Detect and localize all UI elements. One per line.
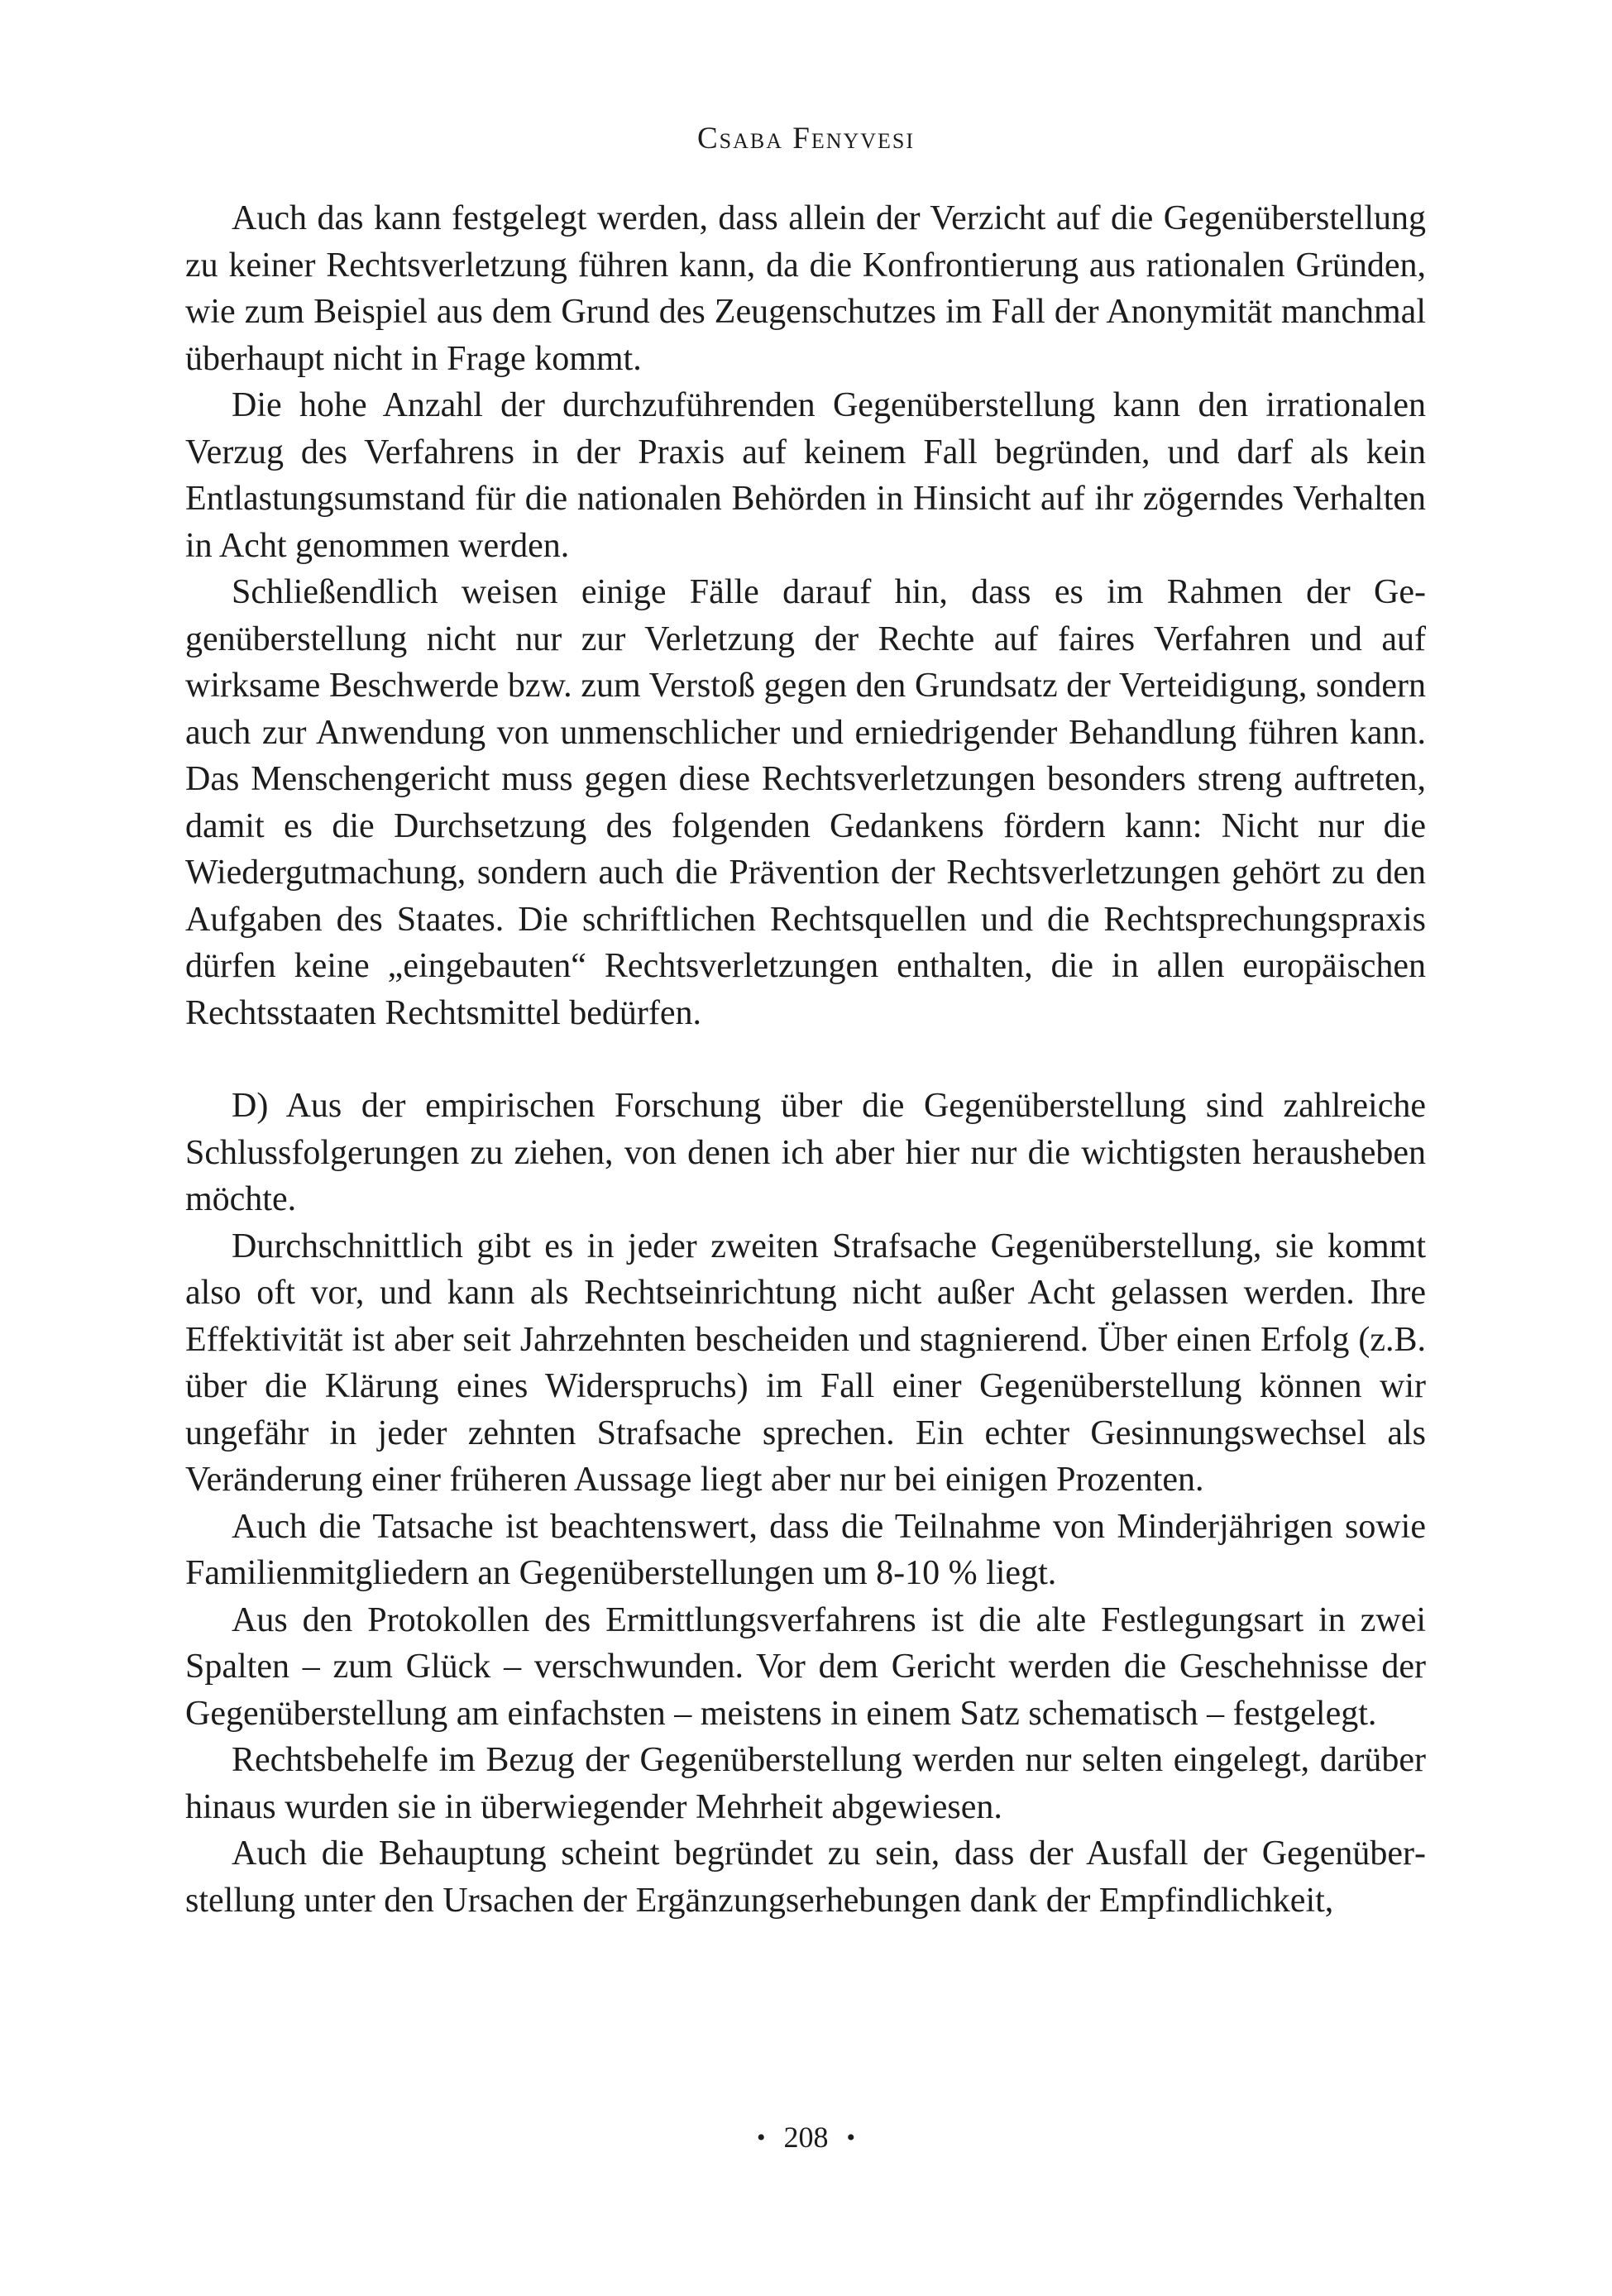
bullet-right: • xyxy=(846,2124,856,2151)
page-number-footer xyxy=(0,2119,1612,2156)
paragraph: Die hohe Anzahl der durchzuführenden Gegenüberstellung kann den irrationalen Verzug des Verfahrens in der Praxis auf keinem Fall begründen, und darf als kein Entlastungsumstand für die nationalen Behörden in Hinsicht auf ihr zögerndes Verhalten in Acht genommen werden. xyxy=(185,386,1426,565)
paragraph: Schließendlich weisen einige Fälle darauf hin, dass es im Rahmen der Gegenüberstellung nicht nur zur Verletzung der Rechte auf faires Verfahren und auf wirksame Beschwerde bzw. zum Verstoß gegen den Grundsatz der Verteidigung, sondern auch zur Anwendung von unmenschlicher und erniedrigender Behandlung führen kann. Das Menschengericht muss gegen diese Rechtsverletzungen besonders streng auftreten, damit es die Durchsetzung des folgenden Gedankens fördern kann: Nicht nur die Wiedergutmachung, sondern auch die Prävention der Rechtsverletzungen gehört zu den Aufgaben des Staates. Die schriftlichen Rechtsquellen und die Rechtsprechungspraxis dürfen keine „eingebauten“ Rechtsverletzungen enthalten, die in allen europäischen Rechtsstaaten Rechtsmittel bedürfen. xyxy=(185,573,1426,1032)
body-text xyxy=(185,195,1426,1924)
paragraph: Auch die Tatsache ist beachtenswert, dass die Teilnahme von Minderjährigen sowie Familienmitgliedern an Gegenüberstellungen um 8-10 % liegt. xyxy=(185,1507,1426,1592)
paragraph: Aus den Protokollen des Ermittlungsverfahrens ist die alte Festlegungsart in zwei Spalten – zum Glück – verschwunden. Vor dem Gericht werden die Geschehnisse der Gegenüberstellung am einfachsten – meistens in einem Satz schematisch – festgelegt. xyxy=(185,1600,1426,1733)
page-number: 208 xyxy=(783,2121,829,2154)
paragraph: Rechtsbehelfe im Bezug der Gegenüberstellung werden nur selten eingelegt, darüber hinaus wurden sie in überwiegender Mehrheit abgewiesen. xyxy=(185,1741,1426,1826)
section-d-paragraph: D) Aus der empirischen Forschung über die Gegenüberstellung sind zahlreiche Schlussfolgerungen zu ziehen, von denen ich aber hier nur die wichtigsten herausheben möchte. xyxy=(185,1087,1426,1218)
running-head: Csaba Fenyvesi xyxy=(696,122,916,155)
bullet-left: • xyxy=(756,2124,766,2151)
paragraph: Durchschnittlich gibt es in jeder zweiten Strafsache Gegenüberstellung, sie kommt also oft vor, und kann als Rechtseinrichtung nicht außer Acht gelassen werden. Ihre Effektivität ist aber seit Jahrzehnten bescheiden und stagnierend. Über einen Erfolg (z.B. über die Klärung eines Widerspruchs) im Fall einer Gegenüberstellung können wir ungefähr in jeder zehnten Strafsache sprechen. Ein echter Gesinnungswechsel als Veränderung einer früheren Aussage liegt aber nur bei einigen Prozenten. xyxy=(185,1227,1426,1499)
paragraph: Auch die Behauptung scheint begründet zu sein, dass der Ausfall der Gegenüberstellung unter den Ursachen der Ergänzungserhebungen dank der Empfindlichkeit, xyxy=(185,1834,1426,1920)
paragraph: Auch das kann festgelegt werden, dass allein der Verzicht auf die Gegenüberstellung zu keiner Rechtsverletzung führen kann, da die Konfrontierung aus rationalen Gründen, wie zum Beispiel aus dem Grund des Zeugenschutzes im Fall der Anonymität manchmal überhaupt nicht in Frage kommt. xyxy=(185,199,1426,378)
